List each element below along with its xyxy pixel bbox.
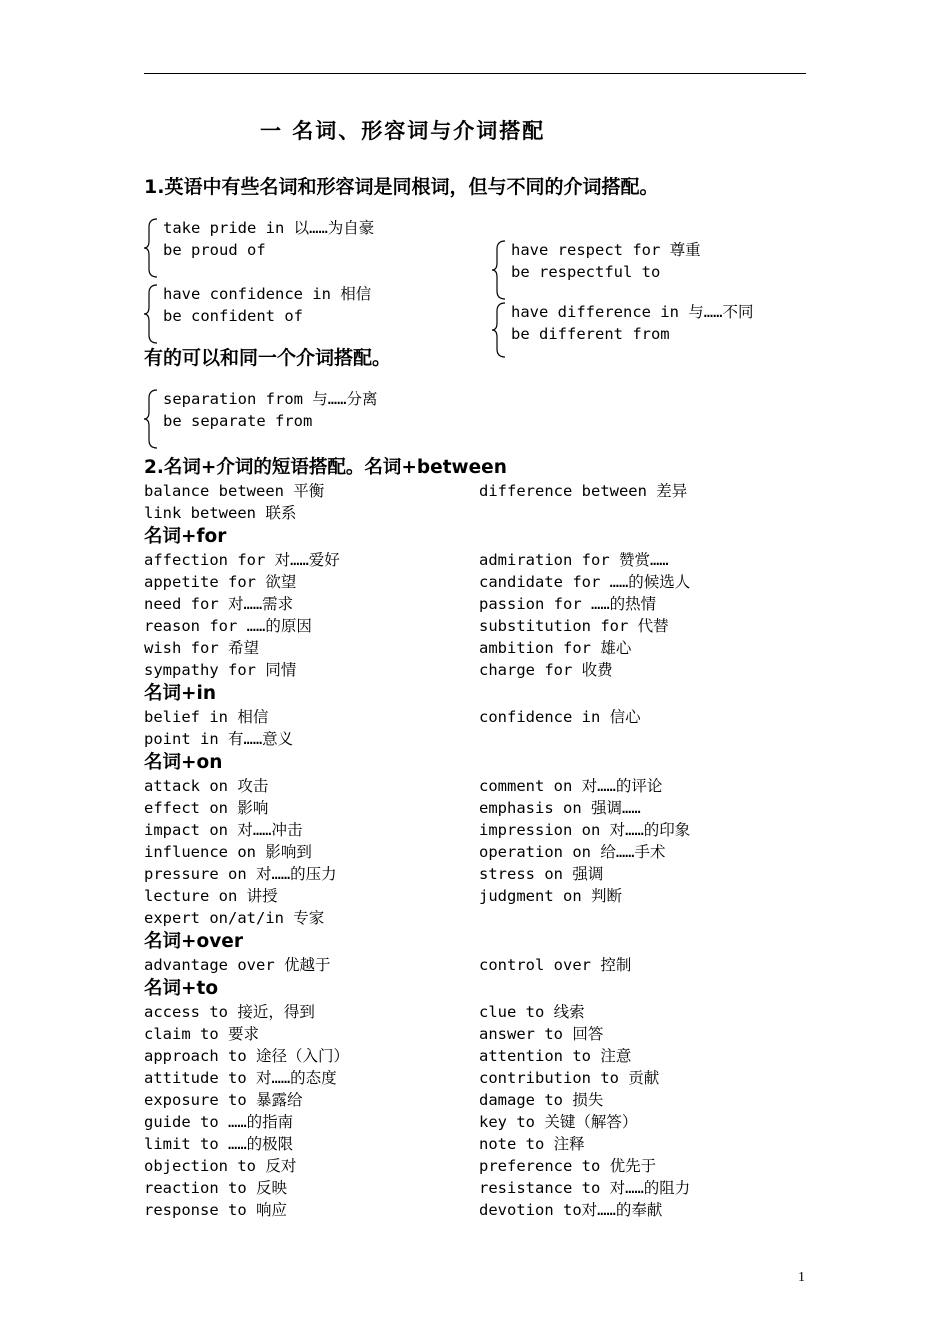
top-rule: [144, 73, 806, 74]
phrase-row: [144, 819, 784, 841]
phrase-entry: attitude to 对……的态度: [144, 1069, 337, 1087]
phrase-row: [144, 615, 784, 637]
phrase-entry: emphasis on 强调……: [479, 799, 641, 817]
phrase-row: [144, 1045, 784, 1067]
phrase-row: [144, 1177, 784, 1199]
phrase-entry: preference to 优先于: [479, 1157, 657, 1175]
phrase-entry: admiration for 赞赏……: [479, 551, 669, 569]
phrase-row: [144, 1023, 784, 1045]
page-title: 一 名词、形容词与介词搭配: [260, 118, 546, 143]
pair-group-difference: [511, 301, 753, 345]
phrase-entry: resistance to 对……的阻力: [479, 1179, 691, 1197]
brace-icon: [143, 283, 159, 345]
phrase-row: [144, 1111, 784, 1133]
phrase-entry: expert on/at/in 专家: [144, 909, 325, 927]
heading-2: 有的可以和同一个介词搭配。: [144, 347, 392, 369]
phrase-entry: control over 控制: [479, 956, 632, 974]
phrase-entry: damage to 损失: [479, 1091, 604, 1109]
pair-line: be separate from: [163, 412, 313, 430]
phrase-entry: charge for 收费: [479, 661, 613, 679]
phrase-entry: ambition for 雄心: [479, 639, 632, 657]
phrase-row: [144, 571, 784, 593]
section-heading: 名词+for: [144, 526, 227, 547]
phrase-entry: [479, 502, 784, 524]
phrase-entry: point in 有……意义: [144, 730, 294, 748]
phrase-entry: judgment on 判断: [479, 887, 622, 905]
phrase-entry: objection to 反对: [144, 1157, 297, 1175]
phrase-row: [144, 885, 784, 907]
phrase-row: [144, 775, 784, 797]
heading-1: 1.英语中有些名词和形容词是同根词，但与不同的介词搭配。: [144, 176, 659, 198]
pair-line: separation from 与……分离: [163, 390, 378, 408]
pair-line: be respectful to: [511, 263, 661, 281]
collocation-list: [144, 455, 784, 1221]
phrase-row: [144, 954, 784, 976]
pair-group-confidence: [163, 283, 371, 327]
section-heading: 名词+in: [144, 683, 217, 704]
phrase-entry: note to 注释: [479, 1135, 585, 1153]
phrase-entry: guide to ……的指南: [144, 1113, 294, 1131]
phrase-entry: candidate for ……的候选人: [479, 573, 691, 591]
phrase-entry: [479, 728, 784, 750]
phrase-entry: influence on 影响到: [144, 843, 312, 861]
phrase-entry: passion for ……的热情: [479, 595, 657, 613]
phrase-row: [144, 593, 784, 615]
pair-line: be proud of: [163, 241, 266, 259]
phrase-row: [144, 797, 784, 819]
phrase-row: [144, 728, 784, 750]
phrase-entry: stress on 强调: [479, 865, 604, 883]
phrase-entry: comment on 对……的评论: [479, 777, 663, 795]
phrase-entry: confidence in 信心: [479, 708, 641, 726]
section-heading: 名词+over: [144, 931, 243, 952]
phrase-entry: reason for ……的原因: [144, 617, 312, 635]
phrase-entry: sympathy for 同情: [144, 661, 297, 679]
phrase-entry: need for 对……需求: [144, 595, 294, 613]
phrase-entry: claim to 要求: [144, 1025, 259, 1043]
pair-line: take pride in 以……为自豪: [163, 219, 375, 237]
phrase-row: [144, 907, 784, 929]
phrase-entry: impression on 对……的印象: [479, 821, 691, 839]
section-heading: 名词+on: [144, 752, 223, 773]
pair-group-pride: [163, 217, 374, 261]
phrase-entry: [479, 907, 784, 929]
pair-line: have difference in 与……不同: [511, 303, 754, 321]
pair-line: be confident of: [163, 307, 303, 325]
phrase-entry: link between 联系: [144, 504, 297, 522]
page-number: 1: [798, 1270, 805, 1285]
phrase-entry: lecture on 讲授: [144, 887, 278, 905]
phrase-entry: contribution to 贡献: [479, 1069, 660, 1087]
phrase-entry: pressure on 对……的压力: [144, 865, 337, 883]
phrase-entry: answer to 回答: [479, 1025, 604, 1043]
brace-icon: [143, 217, 159, 279]
brace-icon: [491, 239, 507, 301]
phrase-entry: operation on 给……手术: [479, 843, 666, 861]
phrase-entry: balance between 平衡: [144, 482, 325, 500]
phrase-entry: appetite for 欲望: [144, 573, 297, 591]
phrase-row: [144, 863, 784, 885]
phrase-row: [144, 1001, 784, 1023]
phrase-row: [144, 637, 784, 659]
phrase-entry: access to 接近，得到: [144, 1003, 315, 1021]
phrase-entry: attack on 攻击: [144, 777, 269, 795]
phrase-row: [144, 1199, 784, 1221]
phrase-entry: difference between 差异: [479, 482, 688, 500]
phrase-row: [144, 480, 784, 502]
phrase-entry: clue to 线索: [479, 1003, 585, 1021]
phrase-entry: substitution for 代替: [479, 617, 669, 635]
phrase-entry: devotion to对……的奉献: [479, 1201, 663, 1219]
phrase-row: [144, 1067, 784, 1089]
brace-icon: [491, 301, 507, 359]
phrase-row: [144, 706, 784, 728]
pair-line: be different from: [511, 325, 670, 343]
phrase-row: [144, 1089, 784, 1111]
section-heading: 名词+to: [144, 978, 219, 999]
phrase-row: [144, 1133, 784, 1155]
phrase-row: [144, 549, 784, 571]
phrase-entry: reaction to 反映: [144, 1179, 287, 1197]
phrase-row: [144, 659, 784, 681]
phrase-row: [144, 1155, 784, 1177]
phrase-entry: approach to 途径（入门）: [144, 1047, 349, 1065]
phrase-entry: key to 关键（解答）: [479, 1113, 638, 1131]
phrase-entry: belief in 相信: [144, 708, 269, 726]
pair-group-separation: [163, 388, 377, 432]
phrase-entry: response to 响应: [144, 1201, 287, 1219]
pair-group-respect: [511, 239, 701, 283]
phrase-row: [144, 841, 784, 863]
pair-line: have respect for 尊重: [511, 241, 701, 259]
phrase-entry: wish for 希望: [144, 639, 259, 657]
phrase-entry: advantage over 优越于: [144, 956, 331, 974]
pair-line: have confidence in 相信: [163, 285, 372, 303]
brace-icon: [143, 388, 159, 450]
phrase-entry: attention to 注意: [479, 1047, 632, 1065]
phrase-entry: impact on 对……冲击: [144, 821, 303, 839]
phrase-entry: exposure to 暴露给: [144, 1091, 303, 1109]
phrase-row: [144, 502, 784, 524]
phrase-entry: effect on 影响: [144, 799, 269, 817]
section-heading: 2.名词+介词的短语搭配。名词+between: [144, 457, 507, 478]
phrase-entry: limit to ……的极限: [144, 1135, 294, 1153]
phrase-entry: affection for 对……爱好: [144, 551, 340, 569]
